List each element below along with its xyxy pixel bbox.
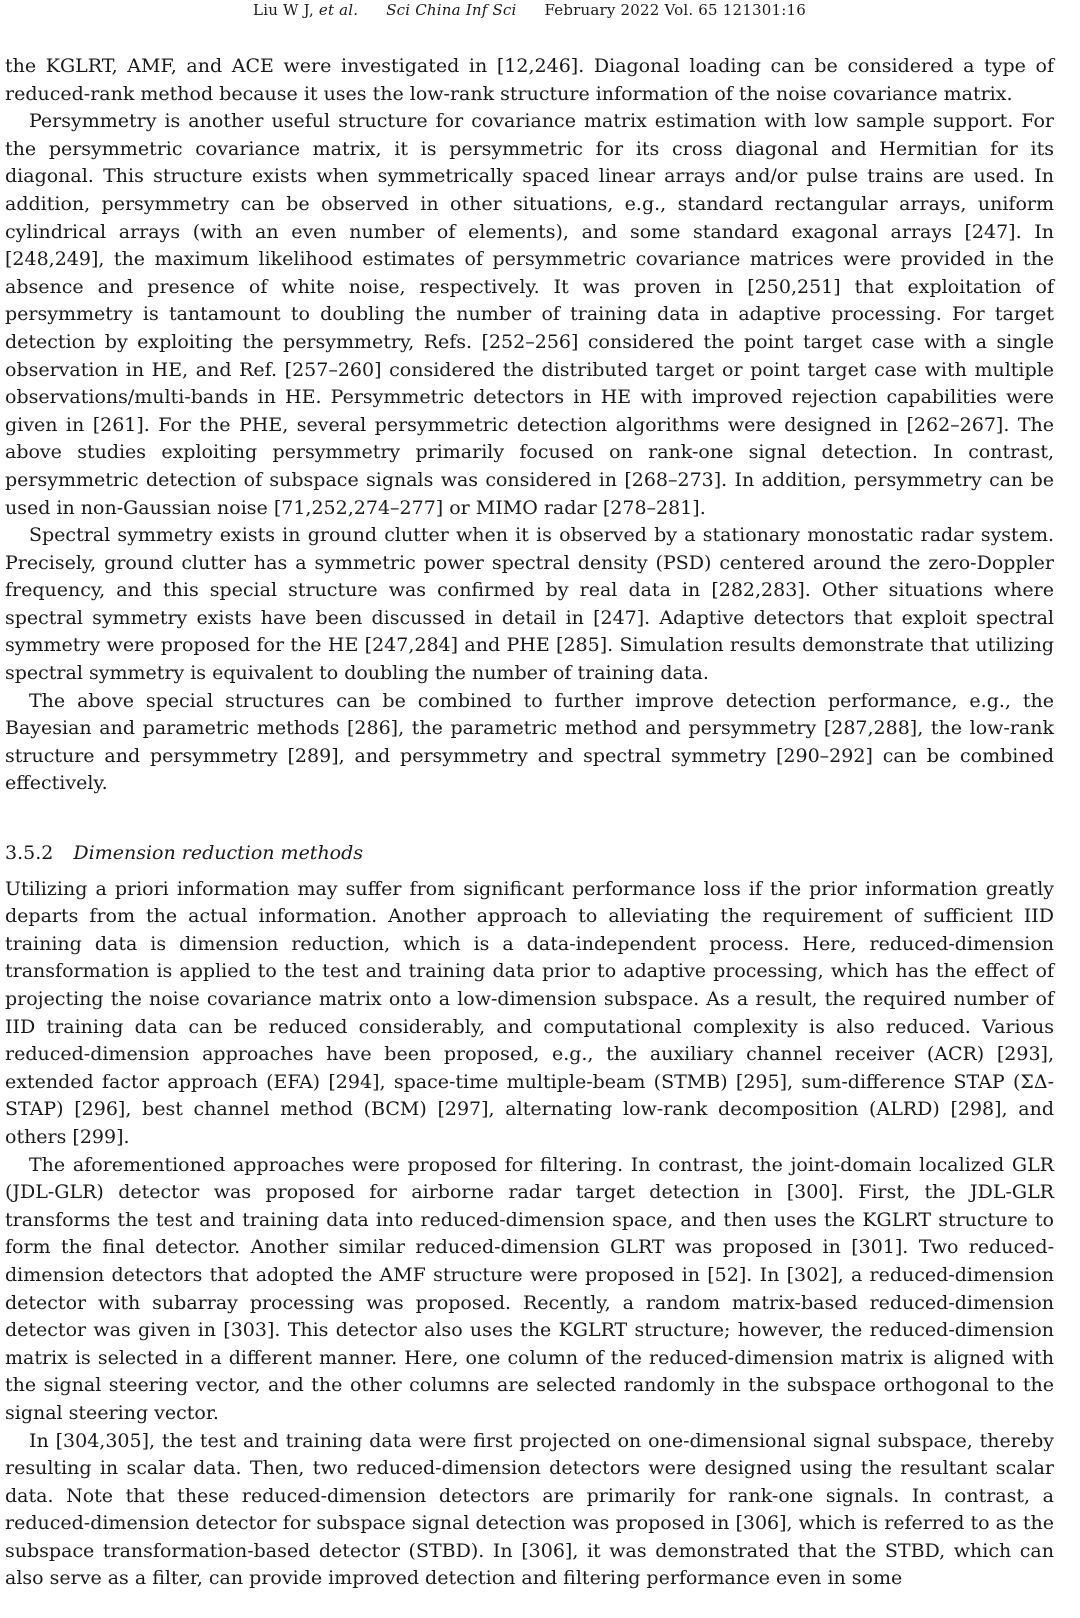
section-title: Dimension reduction methods — [73, 842, 364, 865]
header-etal: et al. — [318, 1, 359, 19]
paragraph: Spectral symmetry exists in ground clutter when it is observed by a stationary monostatic radar system. Precisely, ground clutter has a symmetric power spectral density (PSD) centered around the zero-Doppler frequency, and this special structure was confirmed by real data in [282,283]. Other situations where spectral symmetry exists have been discussed in detail in [247]. Adaptive detectors that exploit spectral symmetry were proposed for the HE [247,284] and PHE [285]. Simulation results demonstrate that utilizing spectral symmetry is equivalent to doubling the number of training data. — [5, 524, 1054, 685]
header-journal: Sci China Inf Sci — [386, 1, 517, 19]
paragraph: The above special structures can be combined to further improve detection performance, e.g., the Bayesian and parametric methods [286], the parametric method and persymmetry [287,288], the low-rank structure and persymmetry [289], and persymmetry and spectral symmetry [290–292] can be combined effectively. — [5, 689, 1054, 795]
body-text — [5, 53, 1054, 1593]
paragraph: The aforementioned approaches were proposed for filtering. In contrast, the joint-domain localized GLR (JDL-GLR) detector was proposed for airborne radar target detection in [300]. First, the JDL-GLR transforms the test and training data into reduced-dimension space, and then uses the KGLRT structure to form the final detector. Another similar reduced-dimension GLRT was proposed in [301]. Two reduced-dimension detectors that adopted the AMF structure were proposed in [52]. In [302], a reduced-dimension detector with subarray processing was proposed. Recently, a random matrix-based reduced-dimension detector was given in [303]. This detector also uses the KGLRT structure; however, the reduced-dimension matrix is selected in a different manner. Here, one column of the reduced-dimension matrix is aligned with the signal steering vector, and the other columns are selected randomly in the subspace orthogonal to the signal steering vector. — [5, 1153, 1054, 1424]
header-issue: February 2022 Vol. 65 121301:16 — [544, 1, 806, 19]
running-head — [5, 0, 1054, 22]
paragraph: the KGLRT, AMF, and ACE were investigated in [12,246]. Diagonal loading can be considered a type of reduced-rank method because it uses the low-rank structure information of the noise covariance matrix. — [5, 55, 1054, 105]
section-number: 3.5.2 — [5, 842, 54, 865]
paragraph: Persymmetry is another useful structure for covariance matrix estimation with low sample support. For the persymmetric covariance matrix, it is persymmetric for its cross diagonal and Hermitian for its diagonal. This structure exists when symmetrically spaced linear arrays and/or pulse trains are used. In addition, persymmetry can be observed in other situations, e.g., standard rectangular arrays, uniform cylindrical arrays (with an even number of elements), and some standard exagonal arrays [247]. In [248,249], the maximum likelihood estimates of persymmetric covariance matrices were provided in the absence and presence of white noise, respectively. It was proven in [250,251] that exploitation of persymmetry is tantamount to doubling the number of training data in adaptive processing. For target detection by exploiting the persymmetry, Refs. [252–256] considered the point target case with a single observation in HE, and Ref. [257–260] considered the distributed target or point target case with multiple observations/multi-bands in HE. Persymmetric detectors in HE with improved rejection capabilities were given in [261]. For the PHE, several persymmetric detection algorithms were designed in [262–267]. The above studies exploiting persymmetry primarily focused on rank-one signal detection. In contrast, persymmetric detection of subspace signals was considered in [268–273]. In addition, persymmetry can be used in non-Gaussian noise [71,252,274–277] or MIMO radar [278–281]. — [5, 110, 1054, 519]
section-heading — [5, 840, 1054, 868]
paragraph: Utilizing a priori information may suffer from significant performance loss if the prior information greatly departs from the actual information. Another approach to alleviating the requirement of sufficient IID training data is dimension reduction, which is a data-independent process. Here, reduced-dimension transformation is applied to the test and training data prior to adaptive processing, which has the effect of projecting the noise covariance matrix onto a low-dimension subspace. As a result, the required number of IID training data can be reduced considerably, and computational complexity is also reduced. Various reduced-dimension approaches have been proposed, e.g., the auxiliary channel receiver (ACR) [293], extended factor approach (EFA) [294], space-time multiple-beam (STMB) [295], sum-difference STAP (ΣΔ-STAP) [296], best channel method (BCM) [297], alternating low-rank decomposition (ALRD) [298], and others [299]. — [5, 877, 1054, 1148]
paragraph: In [304,305], the test and training data were first projected on one-dimensional signal subspace, thereby resulting in scalar data. Then, two reduced-dimension detectors were designed using the resultant scalar data. Note that these reduced-dimension detectors are primarily for rank-one signals. In contrast, a reduced-dimension detector for subspace signal detection was proposed in [306], which is referred to as the subspace transformation-based detector (STBD). In [306], it was demonstrated that the STBD, which can also serve as a filter, can provide improved detection and filtering performance even in some — [5, 1429, 1054, 1590]
header-authors: Liu W J, — [253, 1, 314, 19]
